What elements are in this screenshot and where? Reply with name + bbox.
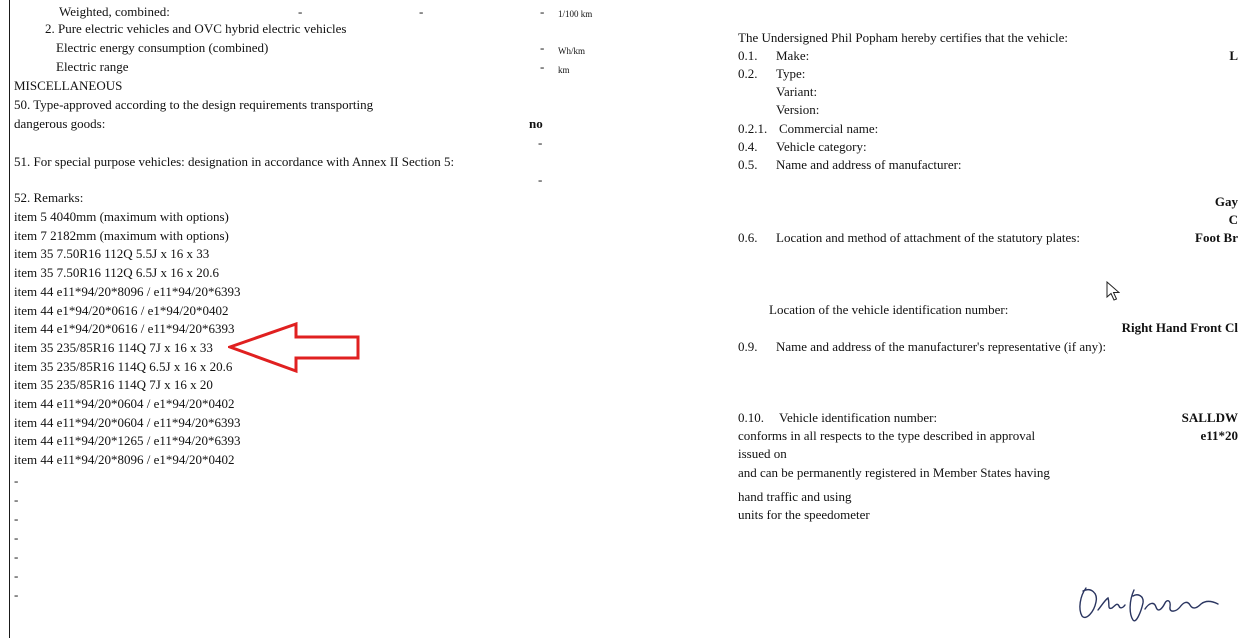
handwritten-signature [1072, 578, 1238, 633]
remarks-heading: 52. Remarks: [14, 190, 84, 205]
list-item: item 5 4040mm (maximum with options) [14, 209, 229, 224]
list-item: item 44 e11*94/20*8096 / e11*94/20*6393 [14, 283, 241, 299]
list-item: item 44 e1*94/20*0616 / e11*94/20*6393 [14, 321, 235, 337]
type-label: Type: [776, 66, 806, 81]
vin-number: 0.10. [738, 410, 764, 425]
make-label: Make: [776, 48, 810, 63]
issued-on-label: issued on [738, 446, 787, 461]
version-label: Version: [776, 102, 820, 117]
weighted-unit: 1/100 km [558, 9, 593, 19]
item-51-dash: - [538, 172, 543, 187]
speedometer-units-label: units for the speedometer [738, 507, 870, 522]
electric-range-value: - [540, 59, 545, 74]
manufacturer-value-1: Gay [1214, 194, 1238, 209]
certifies-statement: The Undersigned Phil Popham hereby certifies that the vehicle: [738, 30, 1068, 45]
variant-label: Variant: [776, 84, 818, 99]
type-number: 0.2. [738, 66, 758, 81]
list-item: item 35 7.50R16 112Q 5.5J x 16 x 33 [14, 246, 210, 262]
weighted-combined-label: Weighted, combined: [59, 4, 170, 19]
representative-number: 0.9. [738, 339, 758, 354]
weighted-value-3: - [540, 4, 545, 19]
item-50-line-1: 50. Type-approved according to the design requirements transporting [14, 97, 374, 112]
list-item: item 44 e11*94/20*1265 / e11*94/20*6393 [14, 433, 241, 449]
registration-statement: and can be permanently registered in Member States having [738, 465, 1050, 480]
manufacturer-label: Name and address of manufacturer: [776, 157, 962, 172]
left-arrow-icon [228, 322, 362, 379]
vin-value: SALLDW [1181, 410, 1238, 425]
list-item: item 44 e1*94/20*0616 / e1*94/20*0402 [14, 302, 229, 318]
manufacturer-value-2: C [1228, 212, 1238, 227]
top-cut-off-text [542, 0, 602, 3]
commercial-name-label: Commercial name: [779, 121, 879, 136]
list-item: - [14, 473, 19, 488]
list-item: - [14, 568, 19, 583]
vin-location-label: Location of the vehicle identification number: [769, 302, 1009, 317]
vehicle-category-label: Vehicle category: [776, 139, 867, 154]
representative-label: Name and address of the manufacturer's representative (if any): [776, 339, 1107, 354]
list-item: item 35 235/85R16 114Q 7J x 16 x 33 [14, 339, 213, 355]
misc-heading: MISCELLANEOUS [14, 78, 123, 93]
list-item: item 35 235/85R16 114Q 7J x 16 x 20 [14, 377, 213, 393]
conforms-statement: conforms in all respects to the type described in approval [738, 428, 1036, 443]
manufacturer-number: 0.5. [738, 157, 758, 172]
left-margin-rule [9, 0, 10, 638]
weighted-value-2: - [419, 4, 424, 19]
list-item: - [14, 549, 19, 564]
vin-location-value: Right Hand Front Cl [1121, 320, 1238, 335]
list-item: item 35 235/85R16 114Q 6.5J x 16 x 20.6 [14, 358, 233, 374]
empty-remark-lines [14, 471, 18, 604]
mouse-pointer-icon [1106, 281, 1120, 306]
list-item: - [14, 492, 19, 507]
electric-range-unit: km [558, 65, 570, 75]
statutory-plates-value: Foot Br [1195, 230, 1238, 245]
item-50-dash: - [538, 135, 543, 150]
electric-range-label: Electric range [56, 59, 129, 74]
hand-traffic-label: hand traffic and using [738, 489, 852, 504]
vehicle-category-number: 0.4. [738, 139, 758, 154]
make-value: L [1229, 48, 1238, 63]
remarks-list [14, 208, 241, 470]
energy-consumption-unit: Wh/km [558, 46, 585, 56]
list-item: item 7 2182mm (maximum with options) [14, 227, 229, 243]
make-number: 0.1. [738, 48, 758, 63]
statutory-plates-number: 0.6. [738, 230, 758, 245]
energy-consumption-value: - [540, 40, 545, 55]
item-50-line-2: dangerous goods: [14, 116, 106, 131]
list-item: item 44 e11*94/20*8096 / e1*94/20*0402 [14, 452, 235, 468]
pure-electric-heading: 2. Pure electric vehicles and OVC hybrid electric vehicles [45, 21, 347, 36]
vin-label: Vehicle identification number: [779, 410, 938, 425]
commercial-name-number: 0.2.1. [738, 121, 768, 136]
list-item: item 44 e11*94/20*0604 / e1*94/20*0402 [14, 396, 235, 412]
list-item: - [14, 511, 19, 526]
list-item: item 44 e11*94/20*0604 / e11*94/20*6393 [14, 414, 241, 430]
weighted-value-1: - [298, 4, 303, 19]
list-item: - [14, 587, 19, 602]
list-item: item 35 7.50R16 112Q 6.5J x 16 x 20.6 [14, 265, 219, 281]
statutory-plates-label: Location and method of attachment of the statutory plates: [776, 230, 1080, 245]
item-50-value: no [529, 116, 543, 131]
item-51: 51. For special purpose vehicles: designation in accordance with Annex II Section 5: [14, 154, 455, 169]
energy-consumption-label: Electric energy consumption (combined) [56, 40, 269, 55]
approval-number: e11*20 [1200, 428, 1238, 443]
list-item: - [14, 530, 19, 545]
